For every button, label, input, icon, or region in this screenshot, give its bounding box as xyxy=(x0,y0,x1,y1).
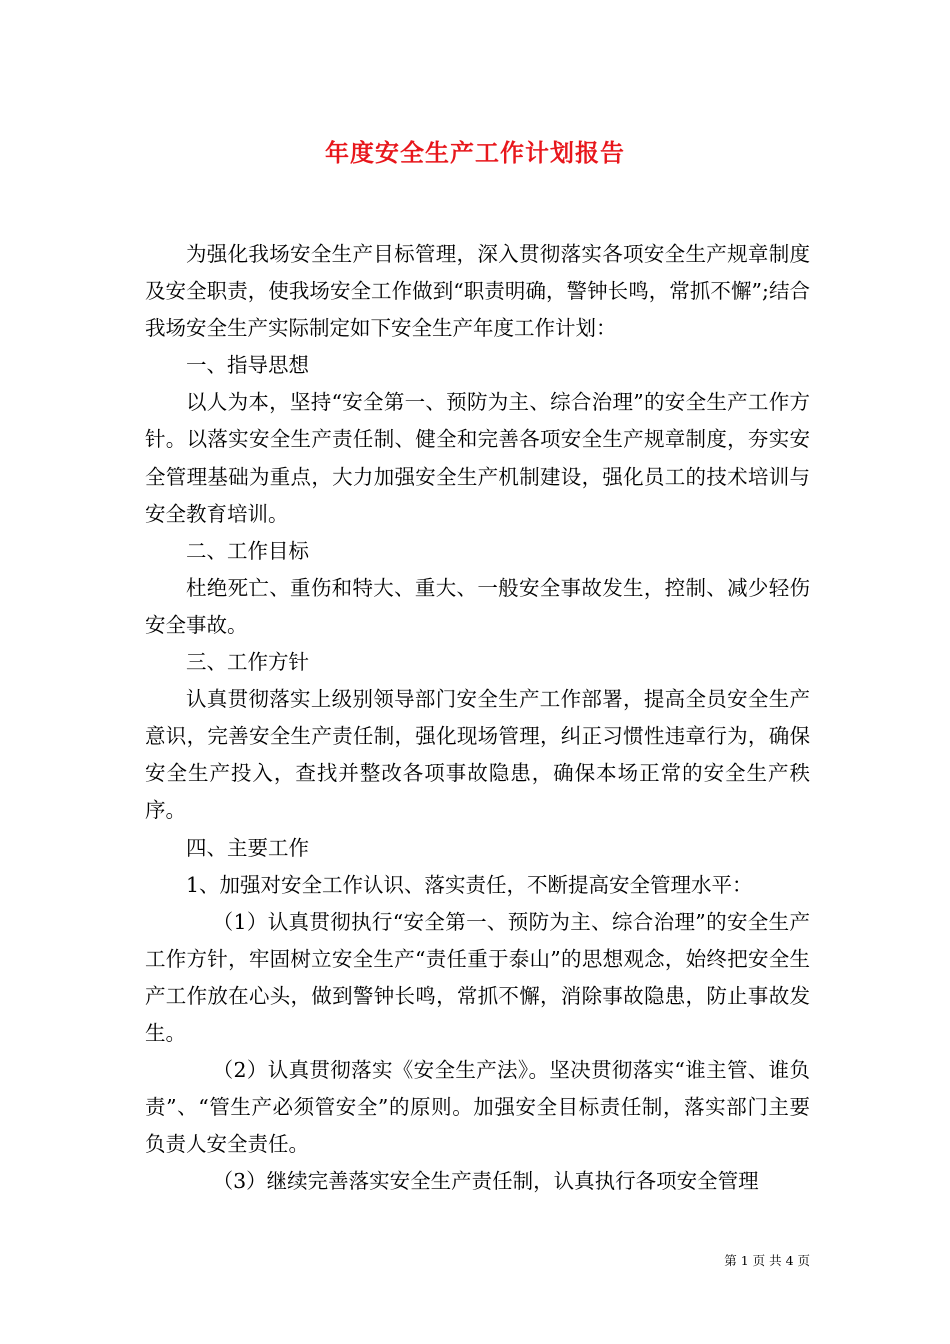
intro-paragraph: 为强化我场安全生产目标管理，深入贯彻落实各项安全生产规章制度及安全职责，使我场安全工作做到“职责明确，警钟长鸣，常抓不懈”;结合我场安全生产实际制定如下安全生产年度工作计划： xyxy=(145,242,810,341)
list-item-2: （2）认真贯彻落实《安全生产法》。坚决贯彻落实“谁主管、谁负责”、“管生产必须管安全”的原则。加强安全目标责任制，落实部门主要负责人安全责任。 xyxy=(145,1058,810,1157)
page-number-label: 第 1 页 共 4 页 xyxy=(724,1253,810,1268)
subsection-heading-1: 1、加强对安全工作认识、落实责任，不断提高安全管理水平： xyxy=(186,872,753,897)
paragraph-work-policy: 认真贯彻落实上级别领导部门安全生产工作部署，提高全员安全生产意识，完善安全生产责任制，强化现场管理，纠正习惯性违章行为，确保安全生产投入，查找并整改各项事故隐患，确保本场正常的安全生产秩序。 xyxy=(145,687,810,823)
section-heading-4: 四、主要工作 xyxy=(186,835,309,860)
section-heading-2: 二、工作目标 xyxy=(186,538,309,563)
paragraph-work-goal: 杜绝死亡、重伤和特大、重大、一般安全事故发生，控制、减少轻伤安全事故。 xyxy=(145,575,810,637)
document-title: 年度安全生产工作计划报告 xyxy=(325,138,625,167)
section-heading-1: 一、指导思想 xyxy=(186,353,309,378)
section-heading-3: 三、工作方针 xyxy=(186,650,309,675)
paragraph-guiding-idea: 以人为本，坚持“安全第一、预防为主、综合治理”的安全生产工作方针。以落实安全生产责任制、健全和完善各项安全生产规章制度，夯实安全管理基础为重点，大力加强安全生产机制建设，强化员工的技术培训与安全教育培训。 xyxy=(145,390,810,526)
page-footer xyxy=(650,1251,810,1269)
document-body xyxy=(145,236,810,1200)
list-item-1: （1）认真贯彻执行“安全第一、预防为主、综合治理”的安全生产工作方针，牢固树立安全生产“责任重于泰山”的思想观念，始终把安全生产工作放在心头，做到警钟长鸣，常抓不懈，消除事故隐患，防止事故发生。 xyxy=(145,909,810,1045)
list-item-3: （3）继续完善落实安全生产责任制，认真执行各项安全管理 xyxy=(212,1169,759,1194)
